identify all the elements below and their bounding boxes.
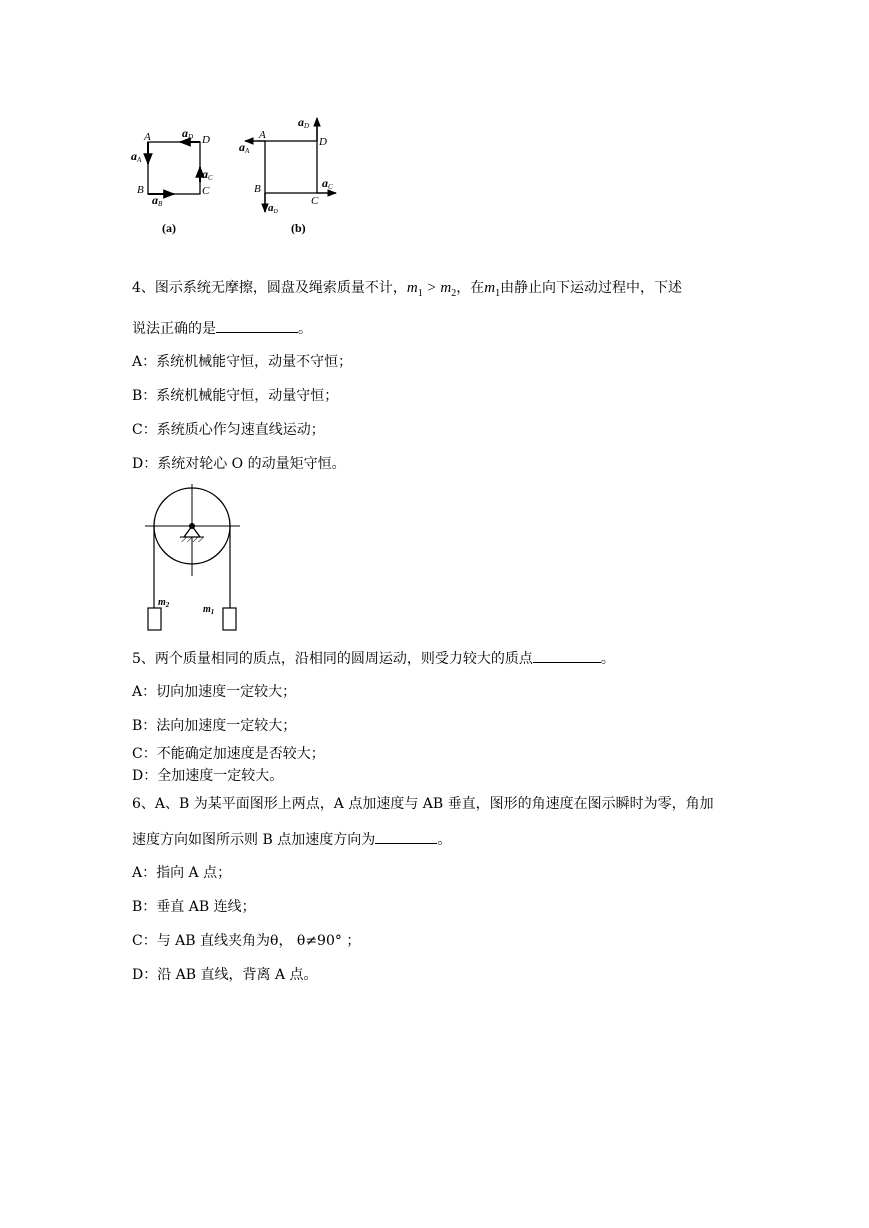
point-label-C: C: [202, 185, 210, 197]
square-a: [148, 142, 200, 194]
q4-option-b: B：系统机械能守恒，动量守恒；: [132, 388, 339, 404]
vector-label-bC: aC: [322, 176, 333, 191]
figure-b: [239, 115, 336, 235]
m1-symbol-2: $m_1$: [484, 280, 501, 299]
answer-blank-q6[interactable]: [375, 829, 437, 844]
q6-option-b: B：垂直 AB 连线；: [132, 899, 256, 915]
q4-stem-line2: 说法正确的是 。: [132, 318, 312, 339]
point-label-B-b: B: [254, 183, 261, 195]
q5-option-a: A：切向加速度一定较大；: [132, 684, 297, 700]
vector-label-aC: aC: [202, 167, 213, 182]
q5-option-b: B：法向加速度一定较大；: [132, 718, 297, 734]
point-label-D-b: D: [319, 136, 327, 148]
pulley-figure: [0, 480, 869, 640]
vector-label-bB: aD: [268, 202, 278, 215]
answer-blank-q4[interactable]: [216, 318, 298, 333]
point-label-D: D: [202, 134, 210, 146]
q5-option-c: C：不能确定加速度是否较大；: [132, 746, 325, 762]
m2-symbol: $m_2$: [440, 280, 457, 299]
point-label-A: A: [144, 131, 151, 143]
caption-b: (b): [291, 221, 306, 235]
q5-option-d: D：全加速度一定较大。: [132, 768, 284, 784]
m1-symbol: $m_1$: [406, 280, 423, 299]
point-label-B: B: [137, 184, 144, 196]
answer-blank-q5[interactable]: [533, 648, 601, 663]
ground-hatch: [180, 537, 204, 542]
q6-option-a: A：指向 A 点；: [132, 865, 232, 881]
vector-label-bA: aA: [239, 140, 250, 155]
vector-label-bD: aD: [298, 115, 310, 130]
figure-a: [131, 126, 213, 235]
q6-stem-line1: 6、A、B 为某平面图形上两点，A 点加速度与 AB 垂直，图形的角速度在图示瞬时为零，角加: [132, 796, 714, 812]
mass-m2: [148, 608, 161, 630]
pin: [189, 523, 195, 529]
q4-option-d: D：系统对轮心 O 的动量矩守恒。: [132, 456, 346, 472]
q5-stem: 5、两个质量相同的质点，沿相同的圆周运动，则受力较大的质点 。: [132, 648, 615, 669]
vector-label-aA: aA: [131, 149, 142, 164]
q4-option-a: A：系统机械能守恒，动量不守恒；: [132, 354, 353, 370]
acceleration-figure: [0, 0, 869, 250]
vector-label-aD: aD: [182, 126, 194, 141]
square-b: [265, 141, 317, 193]
point-label-A-b: A: [259, 129, 266, 141]
caption-a: (a): [162, 221, 176, 235]
point-label-C-b: C: [311, 195, 319, 207]
q4-stem-line1: 4、图示系统无摩擦，圆盘及绳索质量不计，$m_1 > m_2$，在$m_1$由静止向下运动过程中，下述: [132, 280, 683, 299]
q6-option-c: C：与 AB 直线夹角为θ， θ≠90° ；: [132, 933, 361, 949]
q6-option-d: D：沿 AB 直线，背离 A 点。: [132, 967, 318, 983]
label-m1: $m_1$: [203, 604, 215, 616]
vector-label-aB: aB: [152, 193, 163, 208]
q6-stem-line2: 速度方向如图所示则 B 点加速度方向为 。: [132, 829, 451, 850]
q4-option-c: C：系统质心作匀速直线运动；: [132, 422, 325, 438]
label-m2: $m_2$: [158, 597, 170, 609]
mass-m1: [223, 608, 236, 630]
